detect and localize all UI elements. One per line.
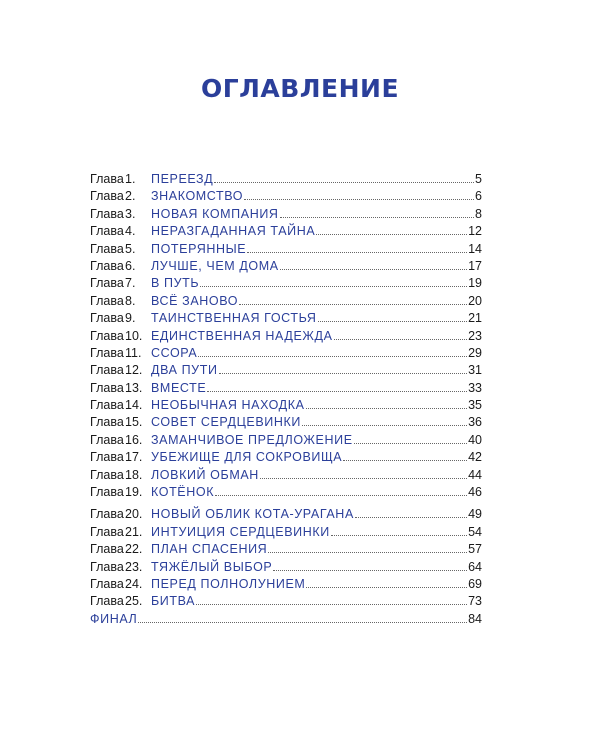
final-title: ФИНАЛ bbox=[90, 611, 138, 626]
page-number: 46 bbox=[468, 485, 482, 500]
page-number: 57 bbox=[468, 542, 482, 557]
page-number: 6 bbox=[475, 189, 482, 204]
toc-entry[interactable] bbox=[90, 344, 482, 361]
page-number: 49 bbox=[468, 507, 482, 522]
chapter-label: Глава bbox=[90, 224, 124, 239]
chapter-number: 22. bbox=[125, 542, 143, 557]
chapter-number: 9. bbox=[125, 311, 136, 326]
chapter-number: 11. bbox=[125, 345, 142, 360]
chapter-title: СОВЕТ СЕРДЦЕВИНКИ bbox=[151, 415, 301, 430]
chapter-number: 4. bbox=[125, 224, 136, 239]
page-number: 42 bbox=[468, 450, 482, 465]
chapter-label: Глава bbox=[90, 398, 124, 413]
chapter-label: Глава bbox=[90, 380, 124, 395]
page-number: 23 bbox=[468, 328, 482, 343]
page-number: 44 bbox=[468, 467, 482, 482]
chapter-label: Глава bbox=[90, 206, 124, 221]
page-number: 5 bbox=[475, 172, 482, 186]
chapter-title: В ПУТЬ bbox=[151, 276, 200, 291]
chapter-label: Глава bbox=[90, 241, 124, 256]
page-number: 31 bbox=[468, 363, 482, 378]
chapter-number: 1. bbox=[125, 172, 136, 186]
chapter-number: 24. bbox=[125, 576, 143, 591]
toc-entry[interactable] bbox=[90, 483, 482, 500]
dot-leader bbox=[196, 592, 467, 605]
chapter-title: НЕОБЫЧНАЯ НАХОДКА bbox=[151, 398, 305, 413]
chapter-title: ПЛАН СПАСЕНИЯ bbox=[151, 542, 268, 557]
dot-leader bbox=[302, 413, 467, 426]
chapter-number: 23. bbox=[125, 559, 143, 574]
page-number: 8 bbox=[475, 206, 482, 221]
page-number: 20 bbox=[468, 293, 482, 308]
toc-entry[interactable] bbox=[90, 292, 482, 309]
chapter-label: Глава bbox=[90, 258, 124, 273]
dot-leader bbox=[280, 205, 475, 218]
chapter-number: 16. bbox=[125, 432, 143, 447]
chapter-title: ЛОВКИЙ ОБМАН bbox=[151, 467, 259, 482]
dot-leader bbox=[334, 327, 468, 340]
chapter-label: Глава bbox=[90, 415, 124, 430]
toc-entry[interactable] bbox=[90, 240, 482, 257]
toc-entry[interactable] bbox=[90, 327, 482, 344]
page-title: ОГЛАВЛЕНИЕ bbox=[200, 74, 400, 103]
chapter-label: Глава bbox=[90, 328, 124, 343]
chapter-number: 5. bbox=[125, 241, 136, 256]
page-number: 17 bbox=[468, 258, 482, 273]
page-number: 14 bbox=[468, 241, 482, 256]
page-number: 69 bbox=[468, 576, 482, 591]
chapter-title: БИТВА bbox=[151, 594, 196, 609]
toc-entry[interactable] bbox=[90, 205, 482, 222]
chapter-label: Глава bbox=[90, 311, 124, 326]
chapter-number: 20. bbox=[125, 507, 143, 522]
chapter-label: Глава bbox=[90, 485, 124, 500]
chapter-title: ПОТЕРЯННЫЕ bbox=[151, 241, 247, 256]
page-number: 64 bbox=[468, 559, 482, 574]
chapter-title: ЛУЧШЕ, ЧЕМ ДОМА bbox=[151, 258, 279, 273]
chapter-label: Глава bbox=[90, 594, 124, 609]
toc-entry[interactable] bbox=[90, 466, 482, 483]
toc-entry[interactable] bbox=[90, 379, 482, 396]
page-number: 40 bbox=[468, 432, 482, 447]
chapter-title: ИНТУИЦИЯ СЕРДЦЕВИНКИ bbox=[151, 524, 330, 539]
chapter-title: ВМЕСТЕ bbox=[151, 380, 207, 395]
toc-entry[interactable] bbox=[90, 505, 482, 522]
toc-entry[interactable] bbox=[90, 523, 482, 540]
toc-entry[interactable] bbox=[90, 257, 482, 274]
toc-entry[interactable] bbox=[90, 187, 482, 204]
dot-leader bbox=[343, 448, 467, 461]
chapter-number: 6. bbox=[125, 258, 136, 273]
chapter-label: Глава bbox=[90, 559, 124, 574]
toc-entry[interactable] bbox=[90, 575, 482, 592]
chapter-title: ТЯЖЁЛЫЙ ВЫБОР bbox=[151, 559, 273, 574]
chapter-title: НОВАЯ КОМПАНИЯ bbox=[151, 206, 279, 221]
dot-leader bbox=[247, 240, 467, 253]
dot-leader bbox=[138, 610, 467, 623]
chapter-number: 25. bbox=[125, 594, 143, 609]
chapter-title: ПЕРЕЕЗД bbox=[151, 172, 214, 186]
chapter-title: НОВЫЙ ОБЛИК КОТА-УРАГАНА bbox=[151, 507, 354, 522]
dot-leader bbox=[207, 379, 467, 392]
chapter-label: Глава bbox=[90, 276, 124, 291]
chapter-title: НЕРАЗГАДАННАЯ ТАЙНА bbox=[151, 224, 316, 239]
chapter-number: 8. bbox=[125, 293, 136, 308]
chapter-title: ЗНАКОМСТВО bbox=[151, 189, 244, 204]
chapter-number: 12. bbox=[125, 363, 143, 378]
chapter-title: ВСЁ ЗАНОВО bbox=[151, 293, 239, 308]
chapter-label: Глава bbox=[90, 467, 124, 482]
toc-entry[interactable] bbox=[90, 592, 482, 609]
page-number: 19 bbox=[468, 276, 482, 291]
dot-leader bbox=[306, 396, 468, 409]
chapter-label: Глава bbox=[90, 345, 124, 360]
page-number: 54 bbox=[468, 524, 482, 539]
page-number: 12 bbox=[468, 224, 482, 239]
dot-leader bbox=[354, 431, 467, 444]
chapter-label: Глава bbox=[90, 542, 124, 557]
chapter-title: ДВА ПУТИ bbox=[151, 363, 218, 378]
dot-leader bbox=[200, 274, 467, 287]
chapter-number: 14. bbox=[125, 398, 143, 413]
dot-leader bbox=[260, 466, 467, 479]
table-of-contents bbox=[90, 170, 482, 627]
toc-entry[interactable] bbox=[90, 170, 482, 187]
chapter-number: 10. bbox=[125, 328, 143, 343]
chapter-title: ССОРА bbox=[151, 345, 198, 360]
dot-leader bbox=[280, 257, 467, 270]
chapter-title: УБЕЖИЩЕ ДЛЯ СОКРОВИЩА bbox=[151, 450, 343, 465]
chapter-number: 13. bbox=[125, 380, 143, 395]
chapter-number: 17. bbox=[125, 450, 143, 465]
page-number: 35 bbox=[468, 398, 482, 413]
chapter-title: ПЕРЕД ПОЛНОЛУНИЕМ bbox=[151, 576, 306, 591]
toc-entry[interactable] bbox=[90, 274, 482, 291]
page-number: 84 bbox=[468, 611, 482, 626]
dot-leader bbox=[239, 292, 467, 305]
chapter-label: Глава bbox=[90, 189, 124, 204]
chapter-number: 2. bbox=[125, 189, 136, 204]
dot-leader bbox=[306, 575, 467, 588]
chapter-label: Глава bbox=[90, 293, 124, 308]
dot-leader bbox=[219, 361, 468, 374]
chapter-title: КОТЁНОК bbox=[151, 485, 215, 500]
chapter-title: ЕДИНСТВЕННАЯ НАДЕЖДА bbox=[151, 328, 333, 343]
chapter-number: 7. bbox=[125, 276, 136, 291]
chapter-label: Глава bbox=[90, 576, 124, 591]
page-number: 73 bbox=[468, 594, 482, 609]
chapter-label: Глава bbox=[90, 432, 124, 447]
toc-entry[interactable] bbox=[90, 222, 482, 239]
dot-leader bbox=[355, 505, 467, 518]
toc-entry[interactable] bbox=[90, 309, 482, 326]
toc-entry-final[interactable] bbox=[90, 610, 482, 627]
dot-leader bbox=[268, 540, 467, 553]
dot-leader bbox=[215, 483, 467, 496]
toc-entry[interactable] bbox=[90, 431, 482, 448]
chapter-number: 18. bbox=[125, 467, 143, 482]
chapter-number: 21. bbox=[125, 524, 143, 539]
toc-entry[interactable] bbox=[90, 396, 482, 413]
chapter-title: ТАИНСТВЕННАЯ ГОСТЬЯ bbox=[151, 311, 317, 326]
page-number: 29 bbox=[468, 345, 482, 360]
chapter-number: 3. bbox=[125, 206, 136, 221]
chapter-title: ЗАМАНЧИВОЕ ПРЕДЛОЖЕНИЕ bbox=[151, 432, 353, 447]
page-number: 21 bbox=[468, 311, 482, 326]
dot-leader bbox=[331, 523, 467, 536]
toc-entry[interactable] bbox=[90, 361, 482, 378]
toc-entry[interactable] bbox=[90, 540, 482, 557]
toc-entry[interactable] bbox=[90, 448, 482, 465]
dot-leader bbox=[198, 344, 467, 357]
page-number: 36 bbox=[468, 415, 482, 430]
dot-leader bbox=[214, 170, 474, 183]
toc-entry[interactable] bbox=[90, 558, 482, 575]
dot-leader bbox=[318, 309, 468, 322]
chapter-number: 19. bbox=[125, 485, 143, 500]
chapter-label: Глава bbox=[90, 450, 124, 465]
chapter-label: Глава bbox=[90, 172, 124, 186]
page-number: 33 bbox=[468, 380, 482, 395]
dot-leader bbox=[244, 187, 474, 200]
dot-leader bbox=[273, 558, 467, 571]
dot-leader bbox=[316, 222, 467, 235]
chapter-label: Глава bbox=[90, 507, 124, 522]
chapter-number: 15. bbox=[125, 415, 143, 430]
toc-entry[interactable] bbox=[90, 413, 482, 430]
chapter-label: Глава bbox=[90, 363, 124, 378]
chapter-label: Глава bbox=[90, 524, 124, 539]
